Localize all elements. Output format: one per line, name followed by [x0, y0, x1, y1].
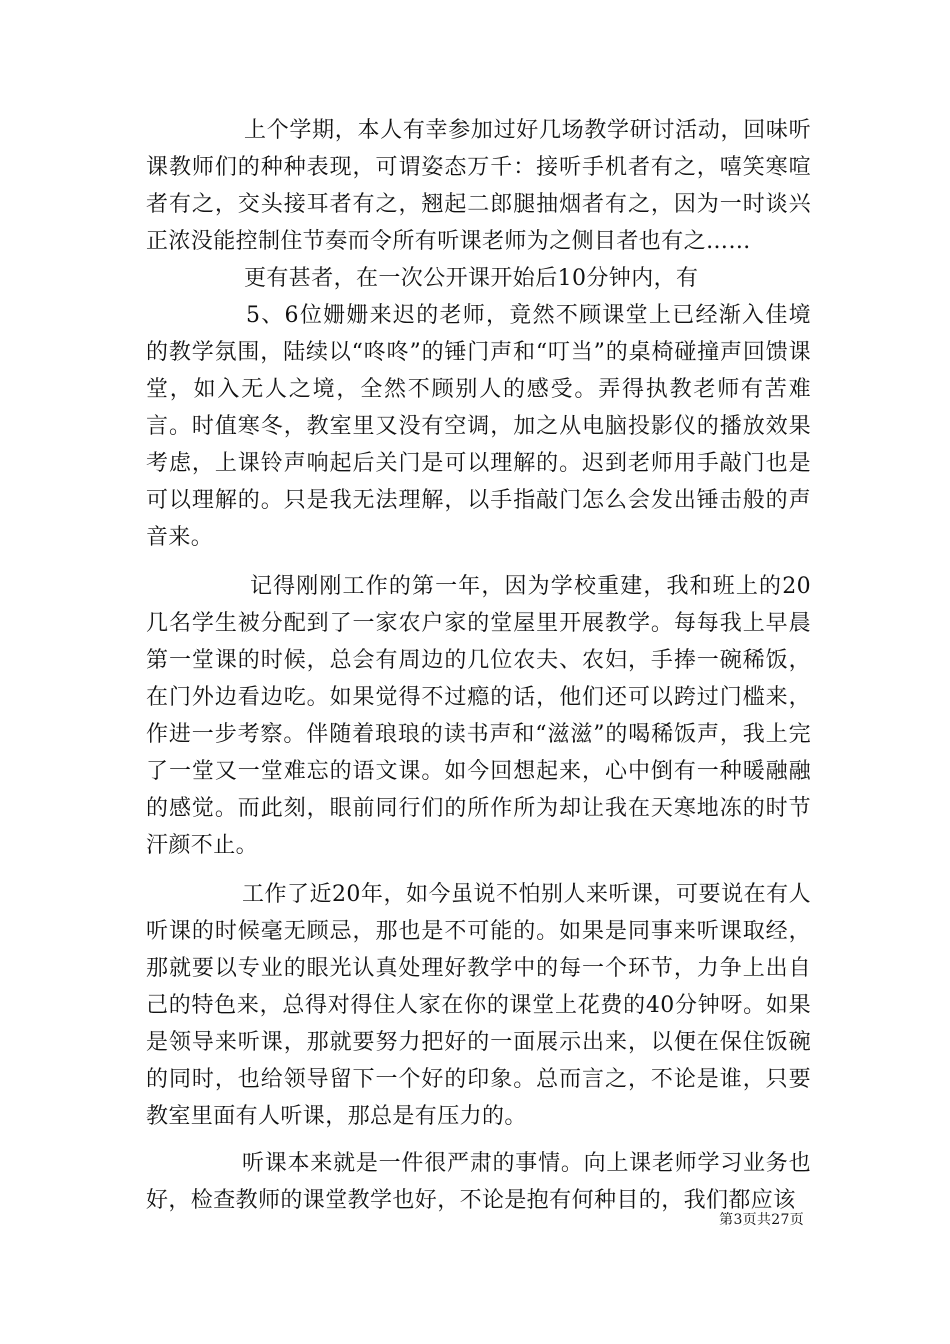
- paragraph-4: 记得刚刚工作的第一年，因为学校重建，我和班上的20几名学生被分配到了一家农户家的堂屋里开展教学。每每我上早晨第一堂课的时候，总会有周边的几位农夫、农妇，手捧一碗稀饭，在门外边看边吃。如果觉得不过瘾的话，他们还可以跨过门槛来，作进一步考察。伴随着琅琅的读书声和“滋滋”的喝稀饭声，我上完了一堂又一堂难忘的语文课。如今回想起来，心中倒有一种暖融融的感觉。而此刻，眼前同行们的所作所为却让我在天寒地冻的时节汗颜不止。: [146, 574, 811, 858]
- article-body: [146, 112, 811, 1219]
- paragraph-5: 工作了近20年，如今虽说不怕别人来听课，可要说在有人听课的时候毫无顾忌，那也是不可能的。如果是同事来听课取经，那就要以专业的眼光认真处理好教学中的每一个环节，力争上出自己的特色来，总得对得住人家在你的课堂上花费的40分钟呀。如果是领导来听课，那就要努力把好的一面展示出来，以便在保住饭碗的同时，也给领导留下一个好的印象。总而言之，不论是谁，只要教室里面有人听课，那总是有压力的。: [146, 882, 811, 1129]
- paragraph-3: 5、6位姗姗来迟的老师，竟然不顾课堂上已经渐入佳境的教学氛围，陆续以“咚咚”的锤门声和“叮当”的桌椅碰撞声回馈课堂，如入无人之境，全然不顾别人的感受。弄得执教老师有苦难言。时值寒冬，教室里又没有空调，加之从电脑投影仪的播放效果考虑，上课铃声响起后关门是可以理解的。迟到老师用手敲门也是可以理解的。只是我无法理解，以手指敲门怎么会发出锤击般的声音来。: [146, 303, 811, 550]
- page-number-footer: 第3页共27页: [719, 1212, 804, 1228]
- paragraph-2: 更有甚者，在一次公开课开始后10分钟内，有: [244, 266, 699, 291]
- paragraph-6: 听课本来就是一件很严肃的事情。向上课老师学习业务也好，检查教师的课堂教学也好，不论是抱有何种目的，我们都应该: [146, 1151, 811, 1213]
- paragraph-1: 上个学期，本人有幸参加过好几场教学研讨活动，回味听课教师们的种种表现，可谓姿态万千：接听手机者有之，嘻笑寒喧者有之，交头接耳者有之，翘起二郎腿抽烟者有之，因为一时谈兴正浓没能控制住节奏而令所有听课老师为之侧目者也有之……: [146, 118, 811, 254]
